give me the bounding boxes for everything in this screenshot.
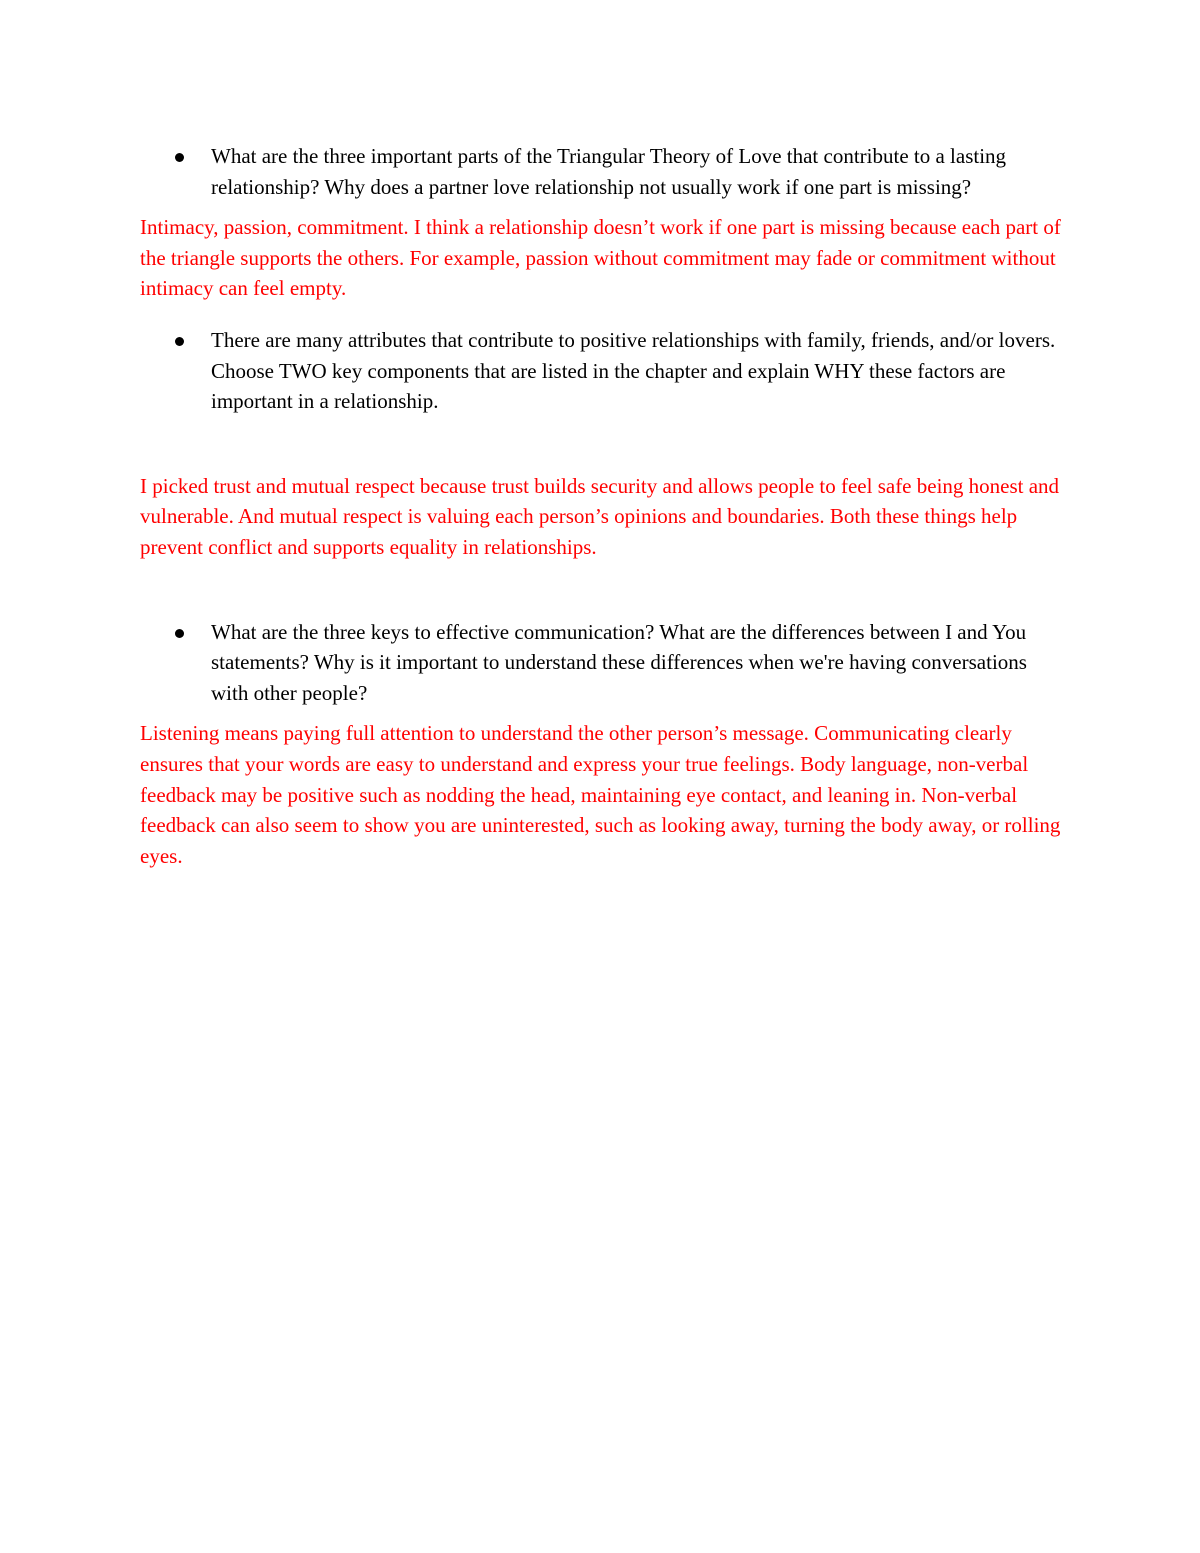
answer-2: I picked trust and mutual respect because trust builds security and allows people to feel safe being honest and vulnerable. And mutual respect is valuing each person’s opinions and boundaries. Both these things help prevent conflict and supports equality in relationships. [140, 473, 1060, 559]
question-3 [140, 617, 1065, 709]
answer-1: Intimacy, passion, commitment. I think a relationship doesn’t work if one part is missing because each part of the triangle supports the others. For example, passion without commitment may fade or commitment without intimacy can feel empty. [140, 215, 1061, 301]
question-3-text: What are the three keys to effective communication? What are the differences between I and You statements? Why is it important to understand these differences when we're having conversations with other people? [211, 619, 1027, 705]
bullet-icon [175, 153, 184, 162]
question-2-text: There are many attributes that contribute to positive relationships with family, friends, and/or lovers. Choose TWO key components that are listed in the chapter and explain WHY these factors are important in a relationship. [211, 327, 1056, 414]
bullet-icon [175, 337, 184, 346]
answer-3: Listening means paying full attention to understand the other person’s message. Communicating clearly ensures that your words are easy to understand and express your true feelings. Body language, non-verbal feedback may be positive such as nodding the head, maintaining eye contact, and leaning in. Non-verbal feedback can also seem to show you are uninterested, such as looking away, turning the body away, or rolling eyes. [140, 721, 1061, 868]
bullet-icon [175, 629, 184, 638]
document-body [140, 141, 1065, 871]
question-1-text: What are the three important parts of the Triangular Theory of Love that contribute to a lasting relationship? Why does a partner love relationship not usually work if one part is missing? [211, 144, 1007, 199]
question-2 [140, 325, 1065, 417]
question-1 [140, 141, 1065, 202]
